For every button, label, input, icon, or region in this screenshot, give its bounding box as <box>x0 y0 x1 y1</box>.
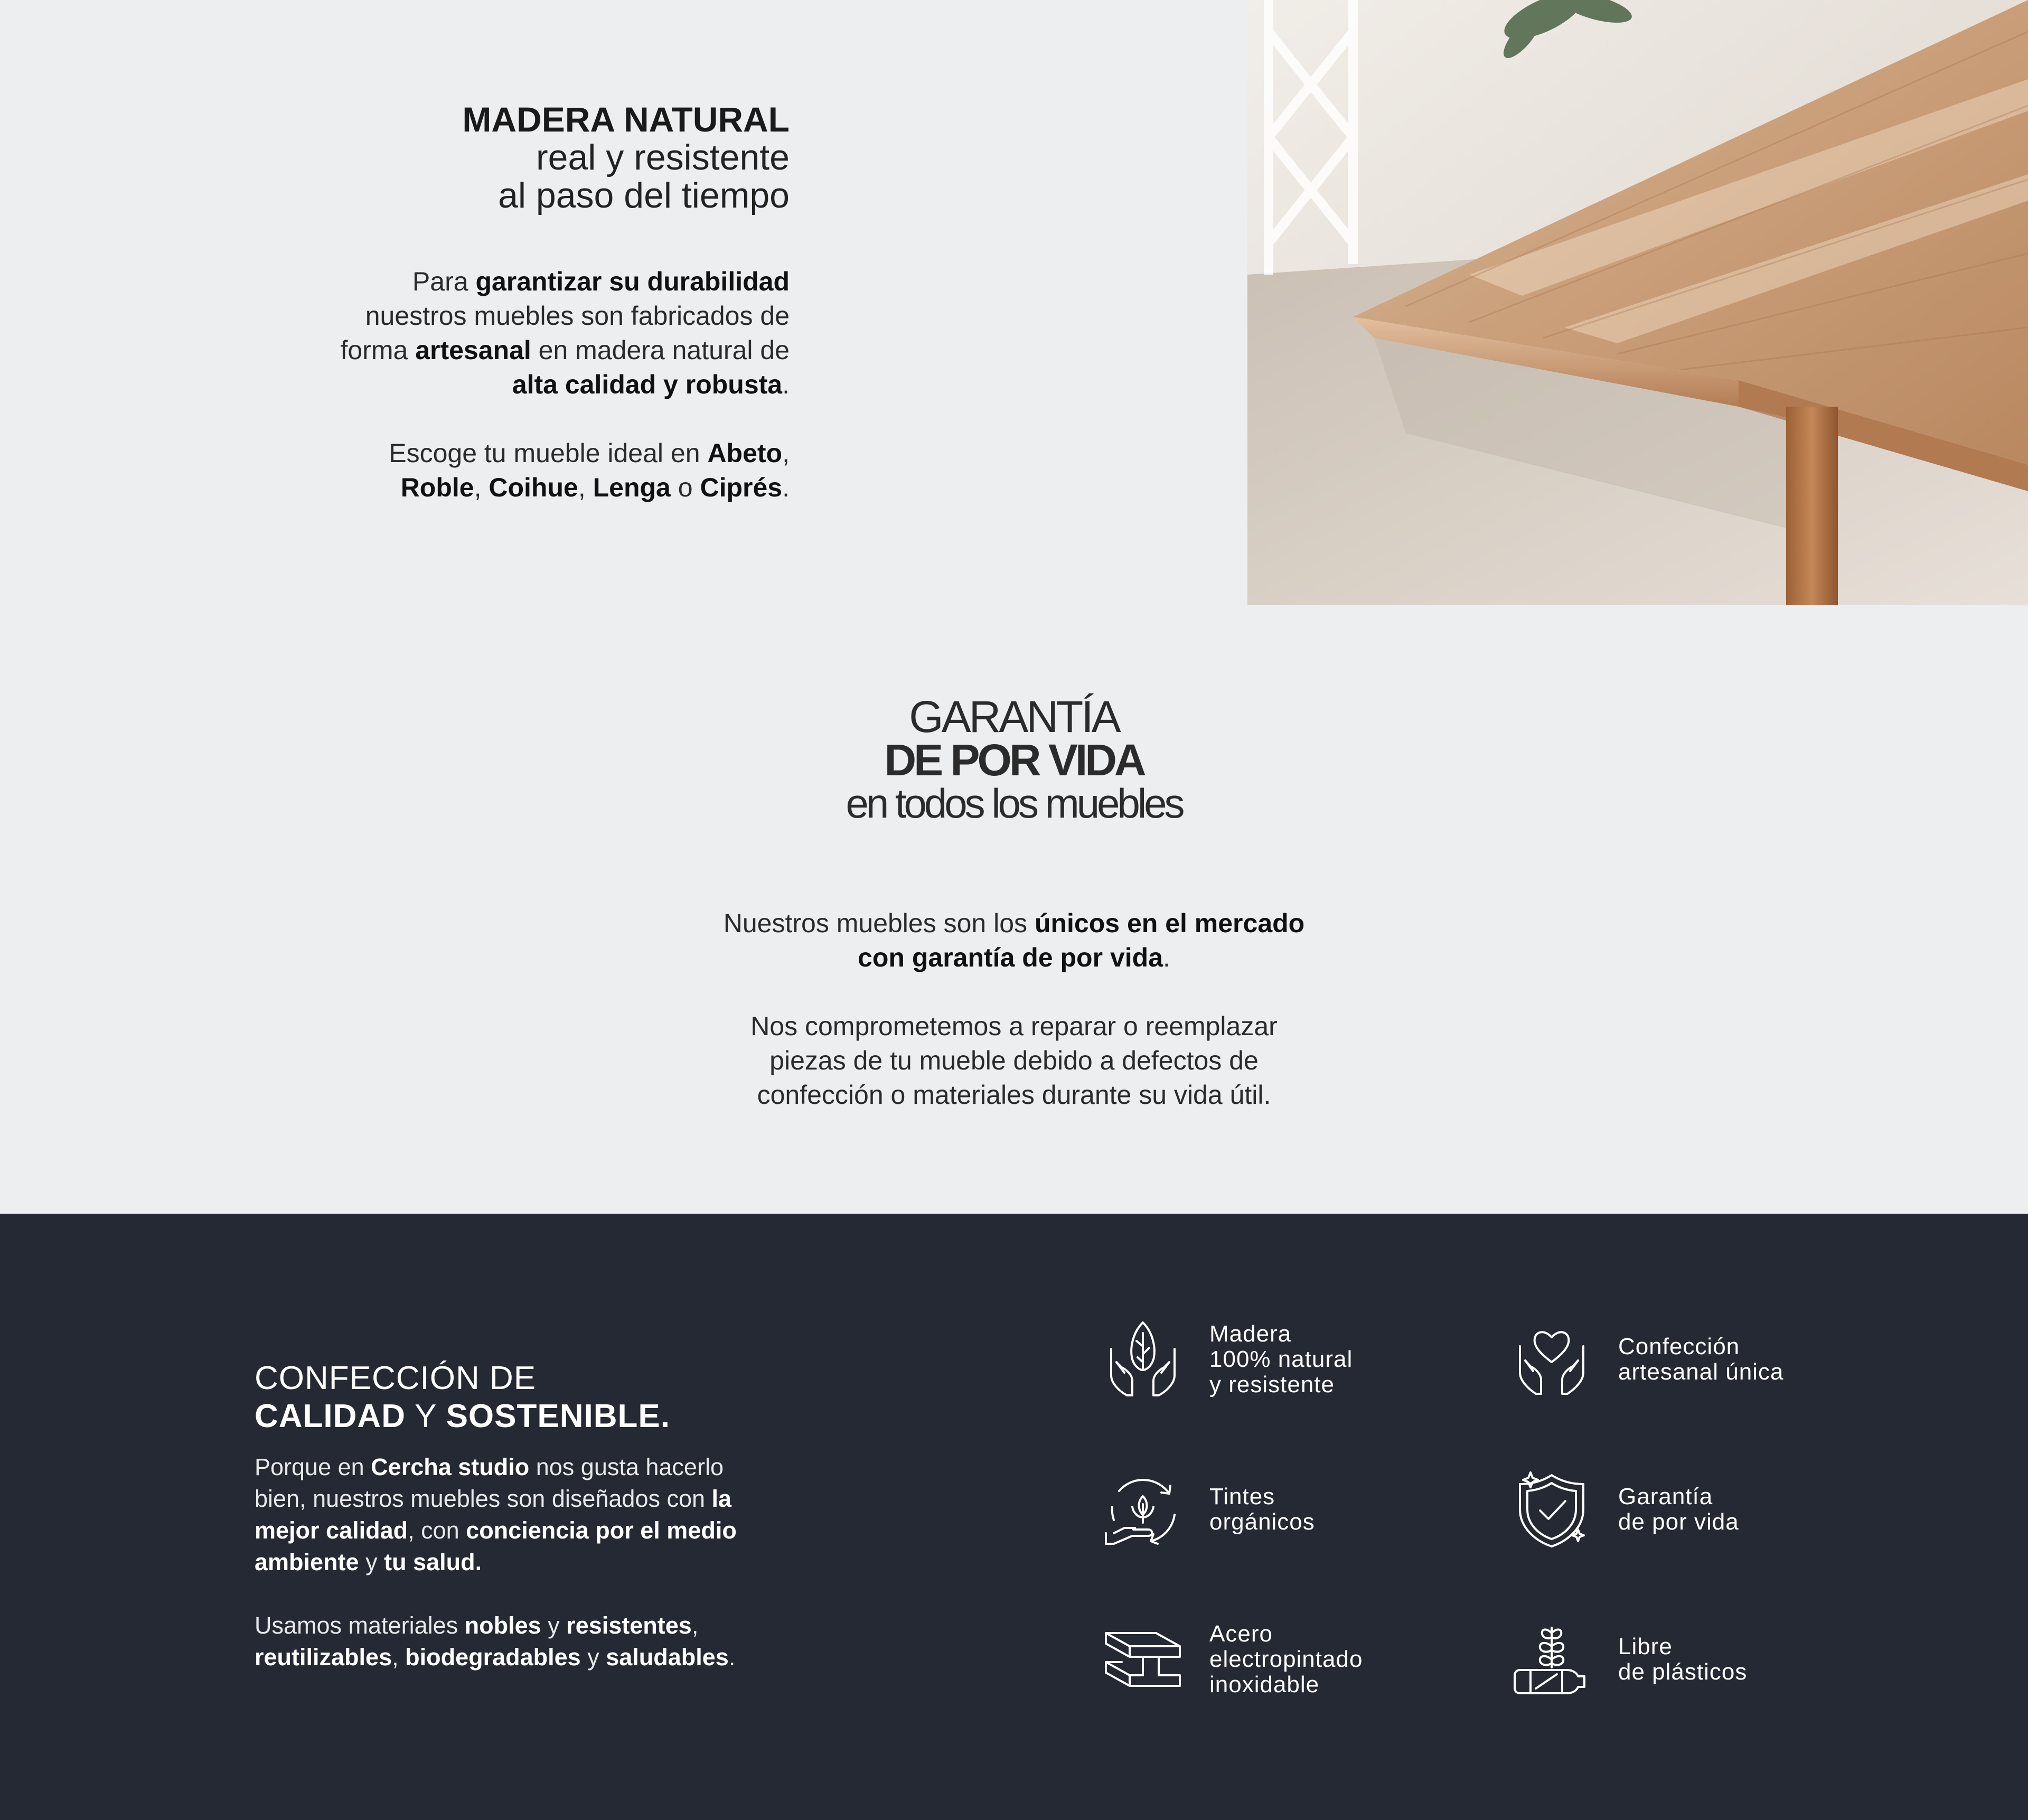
wood-roble: Roble <box>400 473 474 502</box>
natural-wood-text <box>50 100 790 505</box>
text: CONFECCIÓN DE <box>255 1360 537 1397</box>
label-line: electropintado <box>1209 1646 1363 1672</box>
quality-title <box>255 1359 670 1436</box>
text: Y <box>405 1398 446 1435</box>
natural-wood-section <box>0 0 2028 605</box>
bold-text: únicos en el mercado <box>1034 908 1305 938</box>
feature-natural-wood-label <box>1209 1321 1353 1397</box>
label-line: Acero <box>1209 1621 1273 1647</box>
wood-abeto: Abeto <box>707 438 783 468</box>
text: Para <box>412 267 476 296</box>
text: y <box>580 1644 606 1671</box>
text: y <box>359 1549 384 1575</box>
quality-paragraph-2 <box>255 1610 783 1673</box>
text: . <box>728 1644 736 1671</box>
hands-leaf-icon <box>1101 1317 1185 1402</box>
text: nos gusta hacerlo <box>529 1453 724 1480</box>
warranty-heading <box>0 692 2028 827</box>
feature-lifetime-warranty <box>1509 1467 1739 1552</box>
quality-section <box>0 1214 2028 1820</box>
text: . <box>782 473 790 502</box>
warranty-heading-line-2: DE POR VIDA <box>884 735 1144 785</box>
text: . <box>782 370 790 399</box>
feature-organic-dyes-label <box>1209 1484 1315 1535</box>
text: , <box>392 1644 406 1671</box>
label-line: orgánicos <box>1209 1509 1315 1535</box>
label-line: inoxidable <box>1209 1672 1320 1697</box>
wood-types-paragraph <box>50 436 790 505</box>
bold-text: con garantía de por vida <box>858 943 1163 972</box>
feature-steel <box>1101 1617 1363 1702</box>
hands-heart-icon <box>1509 1317 1594 1402</box>
text: , con <box>408 1517 466 1544</box>
text: Nos comprometemos a reparar o reemplazar <box>750 1011 1278 1041</box>
bold-text: tu salud. <box>384 1549 482 1575</box>
text: confección o materiales durante su vida útil. <box>757 1080 1271 1110</box>
title-line-2: real y resistente <box>536 137 790 177</box>
bold-text: reutilizables <box>255 1644 392 1671</box>
steel-beam-icon <box>1101 1617 1185 1702</box>
feature-plastic-free-label <box>1618 1634 1747 1685</box>
bold-text: ambiente <box>255 1549 359 1575</box>
label-line: Confección <box>1618 1334 1740 1359</box>
wood-table-photo <box>1247 0 2028 605</box>
wood-coihue: Coihue <box>489 473 578 502</box>
bold-text: resistentes <box>566 1612 692 1639</box>
feature-organic-dyes <box>1101 1467 1315 1552</box>
label-line: Garantía <box>1618 1484 1713 1509</box>
warranty-heading-line-1: GARANTÍA <box>909 692 1119 742</box>
text: , <box>474 473 489 502</box>
warranty-heading-line-3: en todos los muebles <box>846 780 1182 827</box>
feature-natural-wood <box>1101 1317 1353 1402</box>
label-line: Madera <box>1209 1321 1292 1347</box>
feature-plastic-free <box>1509 1617 1747 1702</box>
bold-text: biodegradables <box>405 1644 581 1671</box>
text: forma <box>340 335 416 365</box>
feature-steel-label <box>1209 1621 1363 1697</box>
wood-lenga: Lenga <box>593 473 671 502</box>
bold-text: nobles <box>464 1612 541 1639</box>
label-line: de por vida <box>1618 1509 1739 1535</box>
bold-text: SOSTENIBLE. <box>446 1398 670 1435</box>
text: . <box>1163 943 1170 972</box>
warranty-unique-paragraph <box>0 906 2028 975</box>
eco-cycle-icon <box>1101 1467 1185 1552</box>
text: , <box>578 473 593 502</box>
wood-cipres: Ciprés <box>700 473 783 502</box>
label-line: de plásticos <box>1618 1659 1748 1685</box>
text: o <box>670 473 700 502</box>
title-bold: MADERA NATURAL <box>462 100 790 139</box>
feature-lifetime-warranty-label <box>1618 1484 1739 1535</box>
feature-handcrafted-label <box>1618 1334 1783 1385</box>
warranty-section <box>0 605 2028 1214</box>
text: Usamos materiales <box>255 1612 465 1639</box>
label-line: Libre <box>1618 1634 1673 1659</box>
bold-text: artesanal <box>415 335 531 365</box>
text: piezas de tu mueble debido a defectos de <box>769 1046 1259 1075</box>
bold-text: alta calidad y robusta <box>512 370 783 399</box>
quality-paragraph-1 <box>255 1451 783 1578</box>
label-line: artesanal única <box>1618 1359 1784 1385</box>
text: Porque en <box>255 1453 371 1480</box>
shield-check-icon <box>1509 1467 1594 1552</box>
text: Escoge tu mueble ideal en <box>389 438 708 468</box>
warranty-commitment-paragraph <box>0 1009 2028 1112</box>
title-line-3: al paso del tiempo <box>498 175 790 215</box>
quality-body <box>255 1451 783 1673</box>
label-line: 100% natural <box>1209 1346 1353 1372</box>
warranty-body <box>0 906 2028 1112</box>
feature-handcrafted <box>1509 1317 1783 1402</box>
plastic-free-icon <box>1509 1617 1594 1702</box>
durability-paragraph <box>50 265 790 402</box>
bold-text: saludables <box>606 1644 729 1671</box>
bold-text: la <box>711 1485 732 1512</box>
label-line: Tintes <box>1209 1484 1275 1509</box>
text: , <box>782 438 790 468</box>
bold-text: conciencia por el medio <box>466 1517 737 1544</box>
text: bien, nuestros muebles son diseñados con <box>255 1485 712 1512</box>
brand-name: Cercha studio <box>371 1453 530 1480</box>
label-line: y resistente <box>1209 1372 1335 1397</box>
bold-text: garantizar su durabilidad <box>475 267 790 296</box>
bold-text: CALIDAD <box>255 1398 406 1435</box>
text: y <box>541 1612 567 1639</box>
text: nuestros muebles son fabricados de <box>365 301 790 331</box>
natural-wood-title <box>50 100 790 214</box>
bold-text: mejor calidad <box>255 1517 408 1544</box>
text: Nuestros muebles son los <box>723 908 1035 938</box>
text: , <box>691 1612 699 1639</box>
text: en madera natural de <box>531 335 790 365</box>
